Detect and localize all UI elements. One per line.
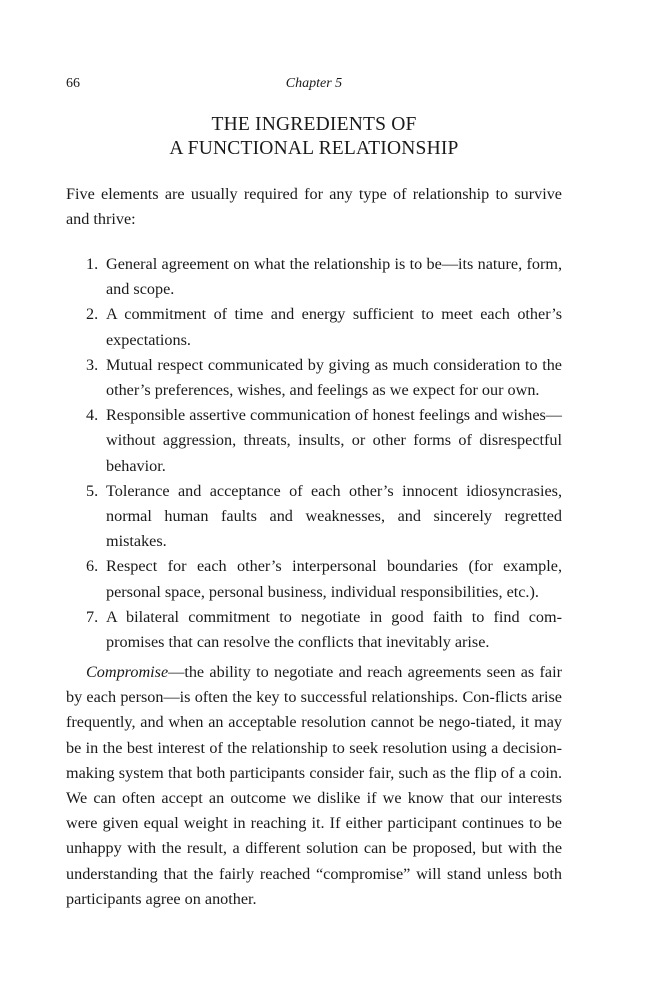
compromise-paragraph <box>66 660 562 912</box>
list-item <box>66 403 562 479</box>
page-number: 66 <box>66 76 80 91</box>
intro-paragraph: Five elements are usually required for any type of relationship to survive and thrive: <box>66 185 562 229</box>
compromise-text: —the ability to negotiate and reach agreements seen as fair by each person—is often the key to successful relationships. Con-flicts arise frequently, and when an acceptable resolution cannot be nego-tiated, it may be in the best interest of the relationship to seek resolution using a decision-making system that both participants consider fair, such as the flip of a coin. We can often accept an outcome we dislike if we know that our interests were given equal weight in reaching it. If either participant continues to be unhappy with the result, a different solution can be proposed, but with the understanding that the fairly reached “compromise” will stand unless both participants agree on another. <box>66 663 562 908</box>
list-item-text: Respect for each other’s interpersonal boundaries (for example, personal space, personal business, individual responsibilities, etc.). <box>106 557 562 601</box>
section-title <box>66 113 562 161</box>
list-item-text: Mutual respect communicated by giving as much consideration to the other’s preferences, wishes, and feelings as we expect for our own. <box>106 355 562 400</box>
chapter-label: Chapter 5 <box>285 76 343 91</box>
section-title-line-1: THE INGREDIENTS OF <box>211 114 417 135</box>
list-item-number: 3. <box>86 355 99 374</box>
list-item <box>66 353 562 403</box>
list-item-number: 2. <box>86 305 99 324</box>
list-item <box>66 605 562 655</box>
list-item-text: Tolerance and acceptance of each other’s innocent idiosyncrasies, normal human faults and weaknesses, and sincerely regretted mistakes. <box>106 481 562 551</box>
list-item <box>66 302 562 352</box>
list-item-number: 7. <box>86 607 99 626</box>
list-item-number: 4. <box>86 406 99 425</box>
list-item-number: 5. <box>86 481 99 500</box>
list-item <box>66 554 562 604</box>
list-item-number: 1. <box>86 255 99 273</box>
list-item-text: A bilateral commitment to negotiate in good faith to find com-promises that can resolve the conflicts that inevitably arise. <box>106 607 562 652</box>
list-item <box>66 479 562 555</box>
list-item <box>66 252 562 302</box>
section-title-line-2: A FUNCTIONAL RELATIONSHIP <box>169 138 459 159</box>
compromise-term: Compromise <box>86 663 169 681</box>
list-item-number: 6. <box>86 557 99 576</box>
elements-list <box>66 252 562 655</box>
running-head <box>66 76 562 96</box>
list-item-text: Responsible assertive communication of honest feelings and wishes—without aggression, threats, insults, or other forms of disrespectful behavior. <box>106 406 562 475</box>
list-item-text: General agreement on what the relationship is to be—its nature, form, and scope. <box>106 255 562 299</box>
list-item-text: A commitment of time and energy sufficient to meet each other’s expectations. <box>106 305 562 349</box>
